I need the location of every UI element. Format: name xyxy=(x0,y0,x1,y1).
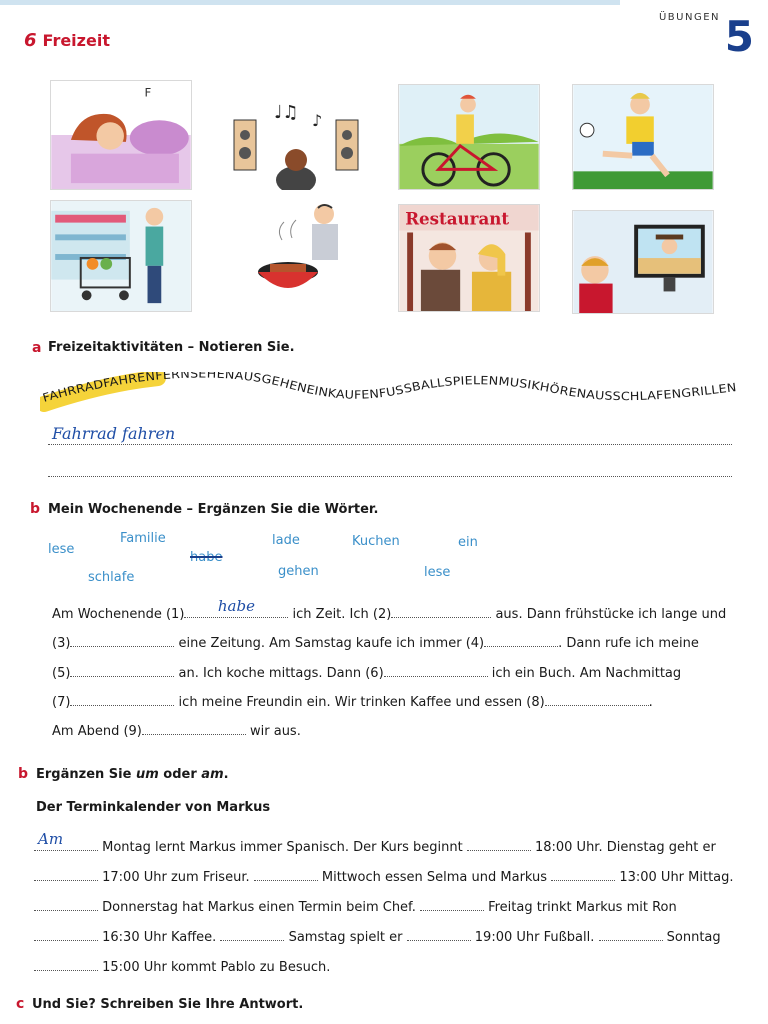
section-c-title: Und Sie? Schreiben Sie Ihre Antwort. xyxy=(32,997,304,1012)
title-text: Ergänzen Sie xyxy=(36,767,136,782)
tv-watching-picture xyxy=(572,210,714,314)
section-a-letter: a xyxy=(32,340,42,356)
calendar-text: 18:00 Uhr. Dienstag geht er xyxy=(530,840,716,855)
calendar-text: 15:00 Uhr kommt Pablo zu Besuch. xyxy=(98,960,331,975)
cycling-picture xyxy=(398,84,540,190)
calendar-line-3 xyxy=(34,898,677,915)
word-bank-kuchen: Kuchen xyxy=(352,534,400,549)
calendar-text: Sonntag xyxy=(662,930,721,945)
section-label: ÜBUNGEN xyxy=(658,12,720,23)
svg-text:♪: ♪ xyxy=(312,111,323,130)
section-a-example-answer: Fahrrad fahren xyxy=(52,424,176,443)
um-am-blank-11[interactable] xyxy=(599,928,663,941)
music-listening-picture xyxy=(224,80,366,190)
blank-4[interactable] xyxy=(484,634,558,647)
weekend-text: (3) xyxy=(52,636,71,651)
word-bank-familie: Familie xyxy=(120,531,166,546)
wordsnake xyxy=(40,372,750,412)
weekend-line-1 xyxy=(52,597,727,622)
blank-7[interactable] xyxy=(70,693,174,706)
title-text: oder xyxy=(158,767,202,782)
blank-2[interactable] xyxy=(391,605,491,618)
um-am-blank-3[interactable] xyxy=(34,868,98,881)
weekend-line-3 xyxy=(52,664,681,681)
svg-text:FAHRRADFAHRENFERNSEHENAUSGEHEN xyxy=(41,372,737,405)
weekend-text: . xyxy=(648,695,653,710)
title-um: um xyxy=(135,767,159,782)
weekend-text: Am Abend (9) xyxy=(52,724,142,739)
calendar-text: 13:00 Uhr Mittag. xyxy=(615,870,734,885)
weekend-text: an. Ich koche mittags. Dann (6) xyxy=(174,666,384,681)
calendar-line-5 xyxy=(34,958,330,975)
weekend-text: aus. Dann frühstücke ich lange und xyxy=(491,607,727,622)
wordsnake-highlight-text: FAHRRADFAHREN xyxy=(41,372,155,405)
section-number: 5 xyxy=(724,12,754,61)
calendar-text: 17:00 Uhr zum Friseur. xyxy=(98,870,254,885)
svg-text:F: F xyxy=(144,85,152,100)
blank-1[interactable] xyxy=(184,597,288,618)
blank-9[interactable] xyxy=(142,722,246,735)
chapter-number: 6 xyxy=(24,30,37,51)
weekend-line-2 xyxy=(52,634,699,651)
grilling-picture xyxy=(252,200,342,312)
weekend-text: eine Zeitung. Am Samstag kaufe ich immer (4) xyxy=(174,636,485,651)
weekend-text: (5) xyxy=(52,666,71,681)
section-a-answer-line-1[interactable] xyxy=(48,444,732,445)
um-am-blank-9[interactable] xyxy=(220,928,284,941)
calendar-line-4 xyxy=(34,928,721,945)
restaurant-picture xyxy=(398,204,540,312)
chapter-heading xyxy=(24,30,110,51)
title-text: . xyxy=(223,767,229,782)
um-am-blank-12[interactable] xyxy=(34,958,98,971)
calendar-text: 16:30 Uhr Kaffee. xyxy=(98,930,221,945)
weekend-text: ich ein Buch. Am Nachmittag xyxy=(487,666,682,681)
weekend-line-4 xyxy=(52,693,653,710)
word-bank-lade: lade xyxy=(272,533,300,548)
section-b2-letter: b xyxy=(18,766,29,782)
blank-5[interactable] xyxy=(70,664,174,677)
weekend-text: ich Zeit. Ich (2) xyxy=(288,607,392,622)
calendar-line-1 xyxy=(34,830,716,855)
um-am-blank-5[interactable] xyxy=(551,868,615,881)
um-am-blank-4[interactable] xyxy=(254,868,318,881)
section-b1-letter: b xyxy=(30,501,41,517)
blank-3[interactable] xyxy=(70,634,174,647)
calendar-text: Donnerstag hat Markus einen Termin beim Chef. xyxy=(98,900,420,915)
word-bank-habe: habe xyxy=(190,550,223,565)
um-am-blank-1-answer: Am xyxy=(38,830,64,848)
word-bank-gehen: gehen xyxy=(278,564,319,579)
section-a-title: Freizeitaktivitäten – Notieren Sie. xyxy=(48,340,295,355)
section-b1-title: Mein Wochenende – Ergänzen Sie die Wörter. xyxy=(48,502,379,517)
sleeping-woman-picture xyxy=(50,80,192,190)
um-am-blank-8[interactable] xyxy=(34,928,98,941)
chapter-title: Freizeit xyxy=(42,31,110,50)
weekend-text: ich meine Freundin ein. Wir trinken Kaffee und essen (8) xyxy=(174,695,545,710)
blank-8[interactable] xyxy=(545,693,649,706)
um-am-blank-2[interactable] xyxy=(467,838,531,851)
section-a-answer-line-2[interactable] xyxy=(48,476,732,477)
title-am: am xyxy=(201,767,224,782)
word-bank-lese-2: lese xyxy=(424,565,451,580)
word-bank-schlafe: schlafe xyxy=(88,570,135,585)
section-b2-title xyxy=(36,767,229,782)
weekend-text: wir aus. xyxy=(245,724,301,739)
weekend-text: Am Wochenende (1) xyxy=(52,607,185,622)
calendar-text: Montag lernt Markus immer Spanisch. Der Kurs beginnt xyxy=(98,840,467,855)
svg-text:♩♫: ♩♫ xyxy=(274,102,299,123)
um-am-blank-7[interactable] xyxy=(420,898,484,911)
blank-6[interactable] xyxy=(384,664,488,677)
calendar-text: Freitag trinkt Markus mit Ron xyxy=(483,900,677,915)
word-bank-lese-1: lese xyxy=(48,542,75,557)
word-bank-ein: ein xyxy=(458,535,478,550)
wordsnake-rest-text: FERNSEHENAUSGEHENEINKAUFENFUSSBALLSPIELENMUSIKHÖRENAUSSCHLAFENGRILLEN xyxy=(154,372,737,404)
football-picture xyxy=(572,84,714,190)
um-am-blank-10[interactable] xyxy=(407,928,471,941)
calendar-text: 19:00 Uhr Fußball. xyxy=(470,930,599,945)
section-c-letter: c xyxy=(16,996,25,1012)
calendar-text: Samstag spielt er xyxy=(284,930,407,945)
restaurant-sign-text: Restaurant xyxy=(405,208,510,229)
section-b2-subtitle: Der Terminkalender von Markus xyxy=(36,800,271,815)
um-am-blank-1[interactable] xyxy=(34,830,98,851)
top-stripe xyxy=(0,0,620,5)
weekend-text: (7) xyxy=(52,695,71,710)
weekend-line-5 xyxy=(52,722,301,739)
um-am-blank-6[interactable] xyxy=(34,898,98,911)
weekend-text: . Dann rufe ich meine xyxy=(558,636,699,651)
calendar-text: Mittwoch essen Selma und Markus xyxy=(317,870,552,885)
calendar-line-2 xyxy=(34,868,734,885)
blank-1-answer: habe xyxy=(217,597,255,615)
shopping-picture xyxy=(50,200,192,312)
